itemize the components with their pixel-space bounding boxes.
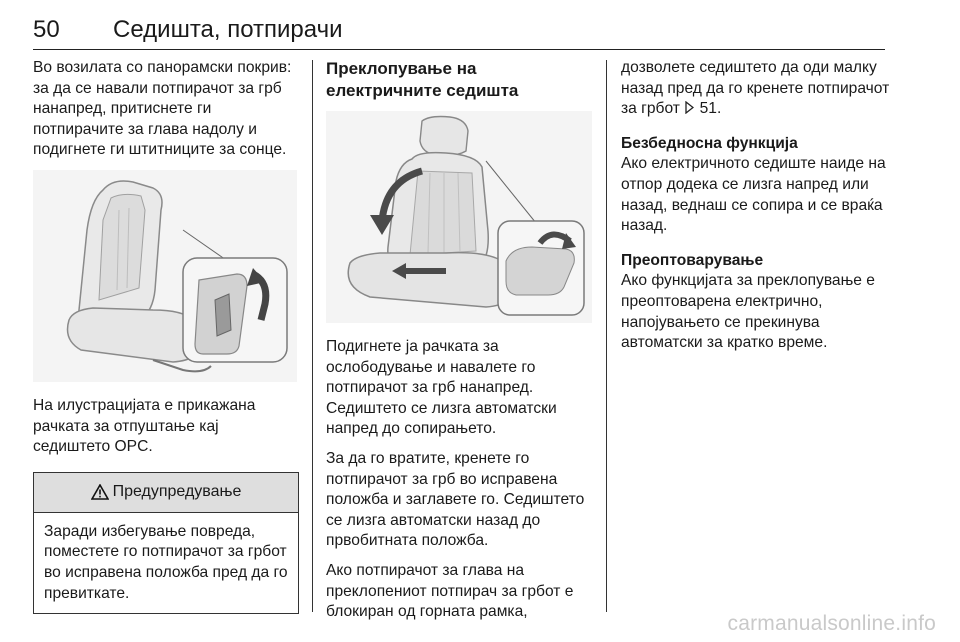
safety-function-paragraph: Ако електричното седиште наиде на отпор додека се лизга напред или назад, веднаш се сопира и се враќа назад.	[621, 155, 886, 235]
column-divider-1	[312, 60, 313, 612]
section-heading-line1: Преклопување на	[326, 59, 477, 78]
warning-title: Предупредување	[112, 483, 242, 501]
fold-instructions-paragraph: Подигнете ја рачката за ослободување и навалете го потпирачот за грб нанапред. Седиштето се лизга автоматски напред до сопирањето.	[326, 338, 557, 438]
continued-paragraph	[621, 58, 891, 120]
section-heading-line2: електричните седишта	[326, 81, 519, 100]
reference-arrow-icon	[685, 101, 694, 114]
headrest-blocked-paragraph: Ако потпирачот за глава на преклопениот потпирач за грбот е блокиран од горната рамка,	[326, 561, 574, 621]
overload-heading: Преоптоварување	[621, 251, 764, 269]
seat-release-lever-illustration	[33, 170, 297, 382]
overload-paragraph: Ако функцијата за преклопување е преоптоварена електрично, напојувањето се прекинува автоматски за кратко време.	[621, 272, 875, 352]
column-2	[326, 58, 594, 623]
column-divider-2	[606, 60, 607, 612]
warning-text: Заради избегување повреда, поместете го потпирачот за грбот во исправена положба пред да го превиткате.	[44, 522, 288, 602]
page-number: 50	[33, 16, 60, 43]
column-3	[621, 58, 891, 354]
page-header	[33, 10, 885, 50]
electric-seat-fold-illustration	[326, 111, 592, 323]
warning-header	[34, 473, 298, 513]
page-title: Седишта, потпирачи	[113, 16, 343, 43]
return-instructions-paragraph: За да го вратите, кренете го потпирачот за грб во исправена положба и заглавете го. Седиштето се лизга автоматски назад до првобитната положба.	[326, 449, 585, 550]
warning-triangle-icon	[91, 484, 109, 500]
illustration-caption: На илустрацијата е прикажана рачката за отпуштање кај седиштето OPC.	[33, 396, 256, 456]
page-reference-link[interactable]: 51.	[699, 100, 722, 118]
warning-box	[33, 472, 299, 614]
column-1	[33, 58, 299, 614]
watermark: carmanualsonline.info	[727, 612, 936, 635]
safety-function-heading: Безбедносна функција	[621, 134, 798, 152]
continued-text: дозволете седиштето да оди малку назад пред да го кренете потпирачот за грбот	[621, 59, 890, 118]
intro-paragraph: Во возилата со панорамски покрив: за да се навали потпирачот за грб нанапред, притиснете ги потпирачите за глава надолу и подигнете ги штитниците за сонце.	[33, 59, 292, 159]
